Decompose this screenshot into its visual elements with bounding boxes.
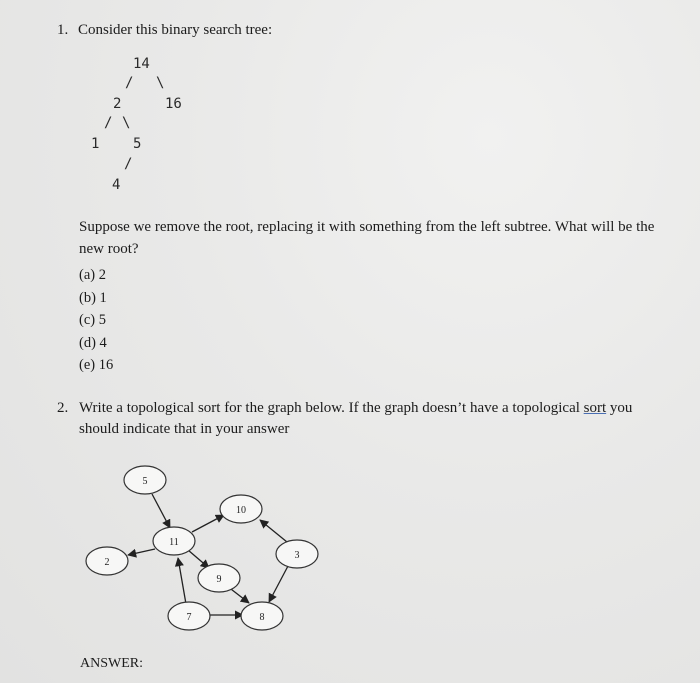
question-1-line-1: Suppose we remove the root, replacing it with something from the left subtree. What will be the bbox=[79, 219, 655, 235]
question-1-prompt: Consider this binary search tree: bbox=[78, 22, 273, 38]
graph-node-7-label: 7 bbox=[186, 612, 192, 623]
question-1-line-2: new root? bbox=[79, 241, 139, 257]
question-2-prompt-start: Write a topological sort for the graph below. If the graph doesn’t have a topological bbox=[79, 400, 584, 416]
edge-11-10 bbox=[192, 515, 224, 532]
option-b: (b) 1 bbox=[79, 289, 107, 306]
option-a: (a) 2 bbox=[79, 267, 106, 283]
edge-7-11 bbox=[178, 558, 186, 604]
edge-3-10 bbox=[260, 520, 287, 542]
graph-node-2-label: 2 bbox=[104, 557, 110, 568]
edge-3-8 bbox=[269, 566, 288, 602]
answer-label: ANSWER: bbox=[80, 656, 143, 671]
option-d: (d) 4 bbox=[79, 334, 107, 351]
question-1-number: 1. bbox=[57, 22, 69, 38]
question-2-prompt-end: you should indicate that in your answer bbox=[79, 400, 633, 437]
graph-node-5-label: 5 bbox=[142, 476, 148, 487]
edge-11-9 bbox=[188, 550, 209, 568]
tree-edge: \ bbox=[122, 115, 131, 131]
graph-node-3-label: 3 bbox=[294, 550, 300, 561]
tree-edge: \ bbox=[156, 75, 165, 91]
tree-edge: / bbox=[124, 156, 133, 172]
edge-11-2 bbox=[128, 549, 155, 555]
graph-node-10-label: 10 bbox=[236, 505, 246, 516]
option-e: (e) 16 bbox=[79, 357, 114, 373]
edge-5-11 bbox=[152, 494, 170, 528]
question-2-number: 2. bbox=[57, 400, 69, 416]
option-c: (c) 5 bbox=[79, 312, 106, 328]
question-2-spellcheck-word: sort bbox=[583, 400, 607, 416]
graph-node-11-label: 11 bbox=[169, 537, 179, 548]
tree-node: 4 bbox=[112, 177, 121, 193]
tree-edge: / bbox=[104, 115, 113, 131]
tree-node: 1 bbox=[91, 136, 100, 152]
graph-node-8-label: 8 bbox=[259, 612, 265, 623]
tree-node-root: 14 bbox=[133, 56, 150, 72]
tree-edge: / bbox=[125, 75, 134, 91]
graph-node-9-label: 9 bbox=[216, 574, 222, 585]
tree-node: 5 bbox=[133, 136, 142, 152]
tree-node: 2 bbox=[113, 96, 122, 112]
tree-node: 16 bbox=[165, 96, 182, 112]
